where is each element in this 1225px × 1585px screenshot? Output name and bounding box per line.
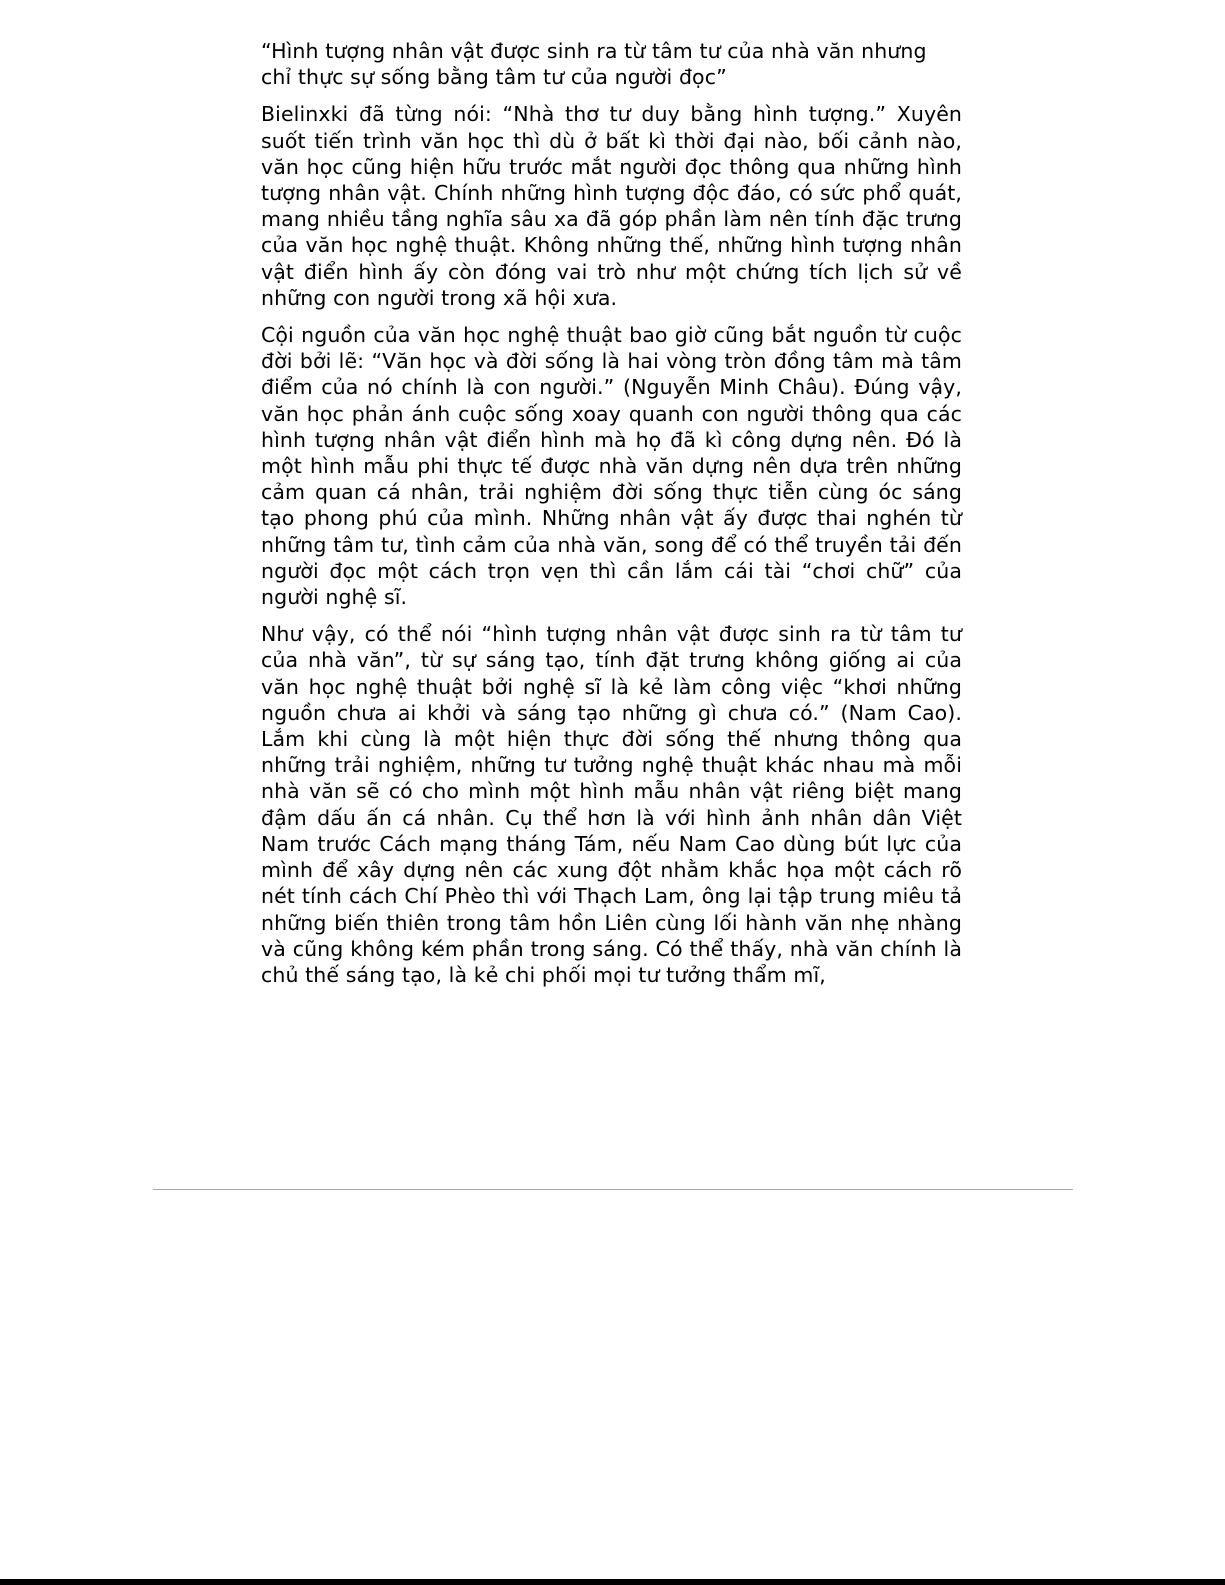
paragraph-3: Như vậy, có thể nói “hình tượng nhân vật được sinh ra từ tâm tư của nhà văn”, từ sự sáng tạo, tính đặt trưng không giống ai của văn học nghệ thuật bởi nghệ sĩ là kẻ làm công việc “khơi những nguồn chưa ai khởi và sáng tạo những gì chưa có.” (Nam Cao). Lắm khi cùng là một hiện thực đời sống thế nhưng thông qua những trải nghiệm, những tư tưởng nghệ thuật khác nhau mà mỗi nhà văn sẽ có cho mình một hình mẫu nhân vật riêng biệt mang đậm dấu ấn cá nhân. Cụ thể hơn là với hình ảnh nhân dân Việt Nam trước Cách mạng tháng Tám, nếu Nam Cao dùng bút lực của mình để xây dựng nên các xung đột nhằm khắc họa một cách rõ nét tính cách Chí Phèo thì với Thạch Lam, ông lại tập trung miêu tả những biến thiên trong tâm hồn Liên cùng lối hành văn nhẹ nhàng và cũng không kém phần trong sáng. Có thể thấy, nhà văn chính là chủ thế sáng tạo, là kẻ chi phối mọi tư tưởng thẩm mĩ, xyxy=(261,622,962,987)
essay-title: “Hình tượng nhân vật được sinh ra từ tâm tư của nhà văn nhưng chỉ thực sự sống bằng tâm tư của người đọc” xyxy=(261,39,927,90)
paragraph-1: Bielinxki đã từng nói: “Nhà thơ tư duy bằng hình tượng.” Xuyên suốt tiến trình văn học thì dù ở bất kì thời đại nào, bối cảnh nào, văn học cũng hiện hữu trước mắt người đọc thông qua những hình tượng nhân vật. Chính những hình tượng độc đáo, có sức phổ quát, mang nhiều tầng nghĩa sâu xa đã góp phần làm nên tính đặc trưng của văn học nghệ thuật. Không những thế, những hình tượng nhân vật điển hình ấy còn đóng vai trò như một chứng tích lịch sử về những con người trong xã hội xưa. xyxy=(261,102,962,310)
page-divider xyxy=(153,1189,1073,1190)
bottom-edge-bar xyxy=(0,1579,1225,1585)
page-body xyxy=(261,38,962,999)
paragraph-2: Cội nguồn của văn học nghệ thuật bao giờ cũng bắt nguồn từ cuộc đời bởi lẽ: “Văn học và đời sống là hai vòng tròn đồng tâm mà tâm điểm của nó chính là con người.” (Nguyễn Minh Châu). Đúng vậy, văn học phản ánh cuộc sống xoay quanh con người thông qua các hình tượng nhân vật điển hình mà họ đã kì công dựng nên. Đó là một hình mẫu phi thực tế được nhà văn dựng nên dựa trên những cảm quan cá nhân, trải nghiệm đời sống thực tiễn cùng óc sáng tạo phong phú của mình. Những nhân vật ấy được thai nghén từ những tâm tư, tình cảm của nhà văn, song để có thể truyền tải đến người đọc một cách trọn vẹn thì cần lắm cái tài “chơi chữ” của người nghệ sĩ. xyxy=(261,323,962,610)
